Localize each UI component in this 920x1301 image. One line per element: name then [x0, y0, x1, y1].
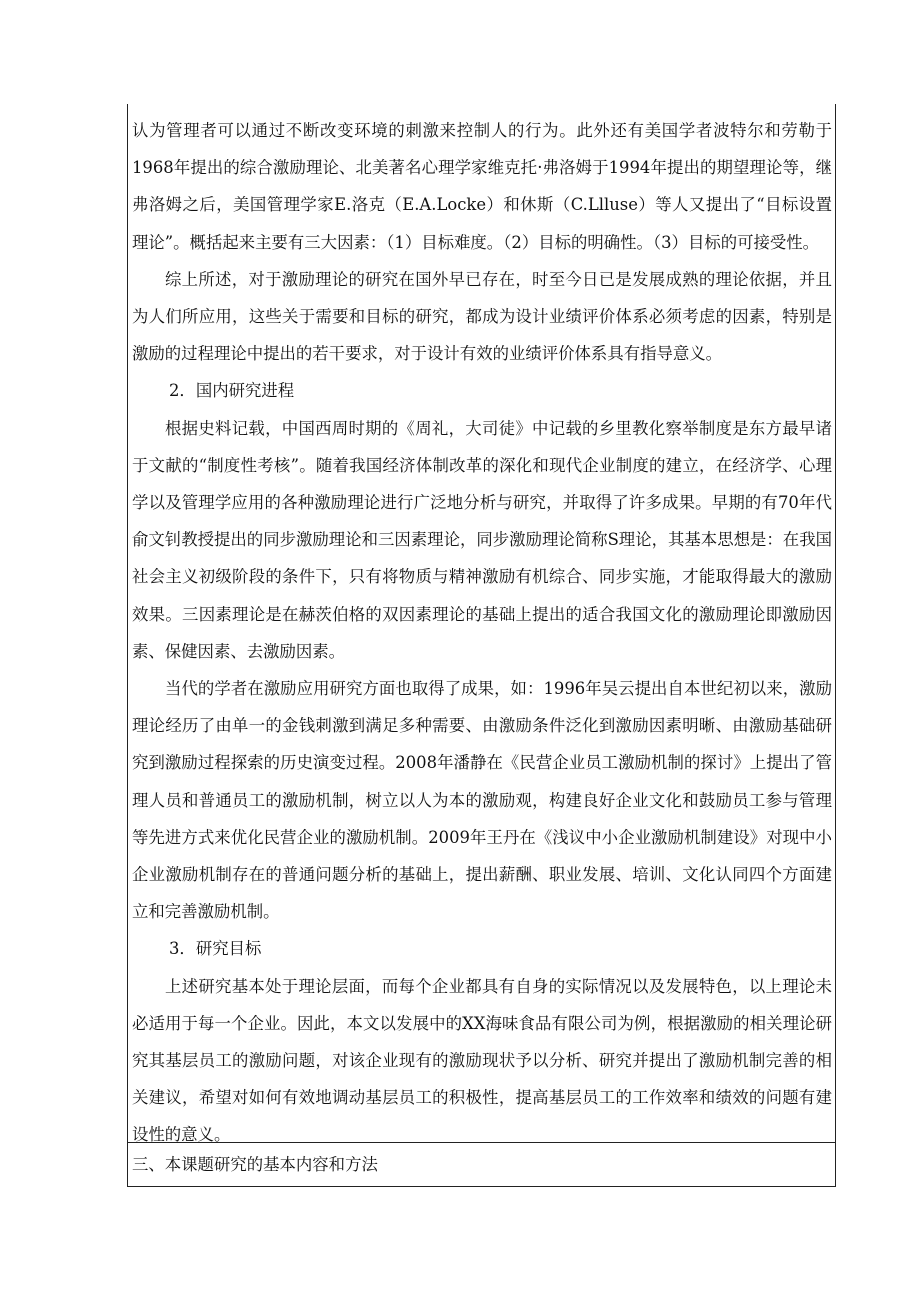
paragraph-foreign-theories: 认为管理者可以通过不断改变环境的刺激来控制人的行为。此外还有美国学者波特尔和劳勒于1968年提出的综合激励理论、北美著名心理学家维克托·弗洛姆于1994年提出的期望理论等，继弗洛姆之后，美国管理学家E.洛克（E.A.Locke）和休斯（C.Llluse）等人又提出了“目标设置理论”。概括起来主要有三大因素：（1）目标难度。（2）目标的明确性。（3）目标的可接受性。 [132, 121, 832, 252]
paragraph-research-goal: 上述研究基本处于理论层面，而每个企业都具有自身的实际情况以及发展特色，以上理论未必适用于每一个企业。因此，本文以发展中的XX海味食品有限公司为例，根据激励的相关理论研究其基层员工的激励问题，对该企业现有的激励现状予以分析、研究并提出了激励机制完善的相关建议，希望对如何有效地调动基层员工的积极性，提高基层员工的工作效率和绩效的问题有建设性的意义。 [132, 976, 832, 1145]
paragraph-domestic-history: 根据史料记载，中国西周时期的《周礼，大司徒》中记载的乡里教化察举制度是东方最早诸于文献的“制度性考核”。随着我国经济体制改革的深化和现代企业制度的建立，在经济学、心理学以及管理学应用的各种激励理论进行广泛地分析与研究，并取得了许多成果。早期的有70年代俞文钊教授提出的同步激励理论和三因素理论，同步激励理论简称S理论，其基本思想是：在我国社会主义初级阶段的条件下，只有将物质与精神激励有机综合、同步实施，才能取得最大的激励效果。三因素理论是在赫茨伯格的双因素理论的基础上提出的适合我国文化的激励理论即激励因素、保健因素、去激励因素。 [132, 418, 832, 661]
heading-domestic-research: 2．国内研究进程 [169, 381, 295, 401]
paragraph-contemporary-scholars: 当代的学者在激励应用研究方面也取得了成果，如：1996年吴云提出自本世纪初以来，激励理论经历了由单一的金钱刺激到满足多种需要、由激励条件泛化到激励因素明晰、由激励基础研究到激励过程探索的历史演变过程。2008年潘静在《民营企业员工激励机制的探讨》上提出了管理人员和普通员工的激励机制，树立以人为本的激励观，构建良好企业文化和鼓励员工参与管理等先进方式来优化民营企业的激励机制。2009年王丹在《浅议中小企业激励机制建设》对现中小企业激励机制存在的普通问题分析的基础上，提出薪酬、职业发展、培训、文化认同四个方面建立和完善激励机制。 [132, 679, 832, 922]
cell-content [128, 112, 835, 1154]
document-table-cell [127, 104, 836, 1187]
section-title-content-methods: 三、本课题研究的基本内容和方法 [132, 1155, 378, 1174]
table-row-divider [128, 1142, 835, 1143]
paragraph-summary: 综上所述，对于激励理论的研究在国外早已存在，时至今日已是发展成熟的理论依据，并且为人们所应用，这些关于需要和目标的研究，都成为设计业绩评价体系必须考虑的因素，特别是激励的过程理论中提出的若干要求，对于设计有效的业绩评价体系具有指导意义。 [132, 269, 832, 364]
heading-research-goal: 3．研究目标 [169, 939, 262, 959]
